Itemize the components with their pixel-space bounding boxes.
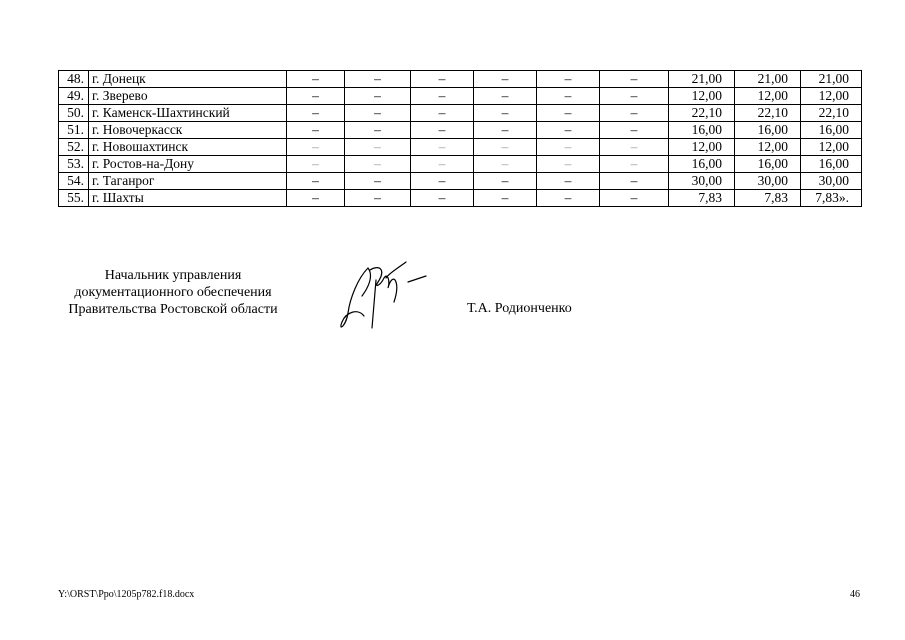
empty-value-cell: –: [287, 105, 345, 122]
value-cell: 30,00: [669, 173, 735, 190]
empty-value-cell: –: [474, 71, 537, 88]
table-row: [59, 190, 862, 207]
empty-value-cell: –: [345, 173, 411, 190]
value-cell: 22,10: [669, 105, 735, 122]
empty-value-cell: –: [345, 190, 411, 207]
table-row: [59, 139, 862, 156]
empty-value-cell: –: [474, 122, 537, 139]
signer-name: Т.А. Родионченко: [467, 301, 572, 316]
value-cell: 22,10: [735, 105, 801, 122]
table-row: [59, 122, 862, 139]
city-name: г. Таганрог: [89, 173, 287, 190]
empty-value-cell: –: [537, 71, 600, 88]
empty-value-cell: –: [411, 190, 474, 207]
empty-value-cell: –: [287, 88, 345, 105]
empty-value-cell: –: [600, 105, 669, 122]
empty-value-cell: –: [474, 88, 537, 105]
table-row: [59, 156, 862, 173]
table-row: [59, 105, 862, 122]
empty-value-cell: –: [600, 139, 669, 156]
empty-value-cell: –: [411, 88, 474, 105]
empty-value-cell: –: [474, 156, 537, 173]
empty-value-cell: –: [474, 190, 537, 207]
value-cell: 16,00: [735, 122, 801, 139]
empty-value-cell: –: [537, 190, 600, 207]
row-number: 49.: [59, 88, 89, 105]
value-cell: 7,83: [669, 190, 735, 207]
value-cell: 16,00: [735, 156, 801, 173]
empty-value-cell: –: [474, 173, 537, 190]
empty-value-cell: –: [600, 173, 669, 190]
empty-value-cell: –: [287, 156, 345, 173]
page-number: 46: [850, 589, 860, 600]
tariff-table: [58, 70, 862, 207]
empty-value-cell: –: [600, 156, 669, 173]
city-name: г. Каменск-Шахтинский: [89, 105, 287, 122]
city-name: г. Шахты: [89, 190, 287, 207]
value-cell: 12,00: [801, 139, 862, 156]
empty-value-cell: –: [287, 190, 345, 207]
table-row: [59, 71, 862, 88]
empty-value-cell: –: [537, 173, 600, 190]
value-cell: 22,10: [801, 105, 862, 122]
empty-value-cell: –: [411, 105, 474, 122]
value-cell: 21,00: [669, 71, 735, 88]
empty-value-cell: –: [345, 139, 411, 156]
empty-value-cell: –: [345, 156, 411, 173]
value-cell: 16,00: [669, 156, 735, 173]
city-name: г. Новочеркасск: [89, 122, 287, 139]
footer-file-path: Y:\ORST\Ppo\1205p782.f18.docx: [58, 589, 195, 600]
value-cell: 12,00: [669, 139, 735, 156]
value-cell: 12,00: [735, 88, 801, 105]
value-cell: 12,00: [669, 88, 735, 105]
empty-value-cell: –: [287, 122, 345, 139]
row-number: 54.: [59, 173, 89, 190]
value-cell: 7,83: [735, 190, 801, 207]
empty-value-cell: –: [345, 71, 411, 88]
empty-value-cell: –: [345, 88, 411, 105]
value-cell: 16,00: [801, 156, 862, 173]
empty-value-cell: –: [411, 156, 474, 173]
signer-position-line-3: Правительства Ростовской области: [68, 302, 278, 317]
row-number: 55.: [59, 190, 89, 207]
city-name: г. Донецк: [89, 71, 287, 88]
empty-value-cell: –: [537, 139, 600, 156]
table-row: [59, 173, 862, 190]
empty-value-cell: –: [287, 71, 345, 88]
row-number: 53.: [59, 156, 89, 173]
value-cell: 16,00: [801, 122, 862, 139]
empty-value-cell: –: [474, 139, 537, 156]
empty-value-cell: –: [287, 173, 345, 190]
empty-value-cell: –: [600, 71, 669, 88]
empty-value-cell: –: [537, 122, 600, 139]
value-cell: 21,00: [801, 71, 862, 88]
value-cell: 21,00: [735, 71, 801, 88]
empty-value-cell: –: [474, 105, 537, 122]
city-name: г. Зверево: [89, 88, 287, 105]
value-cell: 30,00: [735, 173, 801, 190]
signer-position-line-2: документационного обеспечения: [74, 285, 272, 300]
row-number: 48.: [59, 71, 89, 88]
empty-value-cell: –: [345, 105, 411, 122]
empty-value-cell: –: [600, 88, 669, 105]
empty-value-cell: –: [600, 122, 669, 139]
value-cell: 12,00: [735, 139, 801, 156]
empty-value-cell: –: [287, 139, 345, 156]
empty-value-cell: –: [537, 156, 600, 173]
signer-position: [58, 267, 288, 318]
empty-value-cell: –: [411, 173, 474, 190]
row-number: 50.: [59, 105, 89, 122]
empty-value-cell: –: [537, 105, 600, 122]
signer-position-line-1: Начальник управления: [104, 268, 242, 283]
empty-value-cell: –: [345, 122, 411, 139]
empty-value-cell: –: [411, 122, 474, 139]
empty-value-cell: –: [411, 139, 474, 156]
table-body: [59, 71, 862, 207]
value-cell: 7,83».: [801, 190, 862, 207]
value-cell: 12,00: [801, 88, 862, 105]
value-cell: 16,00: [669, 122, 735, 139]
handwritten-signature: [328, 258, 443, 338]
row-number: 52.: [59, 139, 89, 156]
empty-value-cell: –: [411, 71, 474, 88]
row-number: 51.: [59, 122, 89, 139]
empty-value-cell: –: [600, 190, 669, 207]
city-name: г. Новошахтинск: [89, 139, 287, 156]
table-row: [59, 88, 862, 105]
city-name: г. Ростов-на-Дону: [89, 156, 287, 173]
value-cell: 30,00: [801, 173, 862, 190]
empty-value-cell: –: [537, 88, 600, 105]
